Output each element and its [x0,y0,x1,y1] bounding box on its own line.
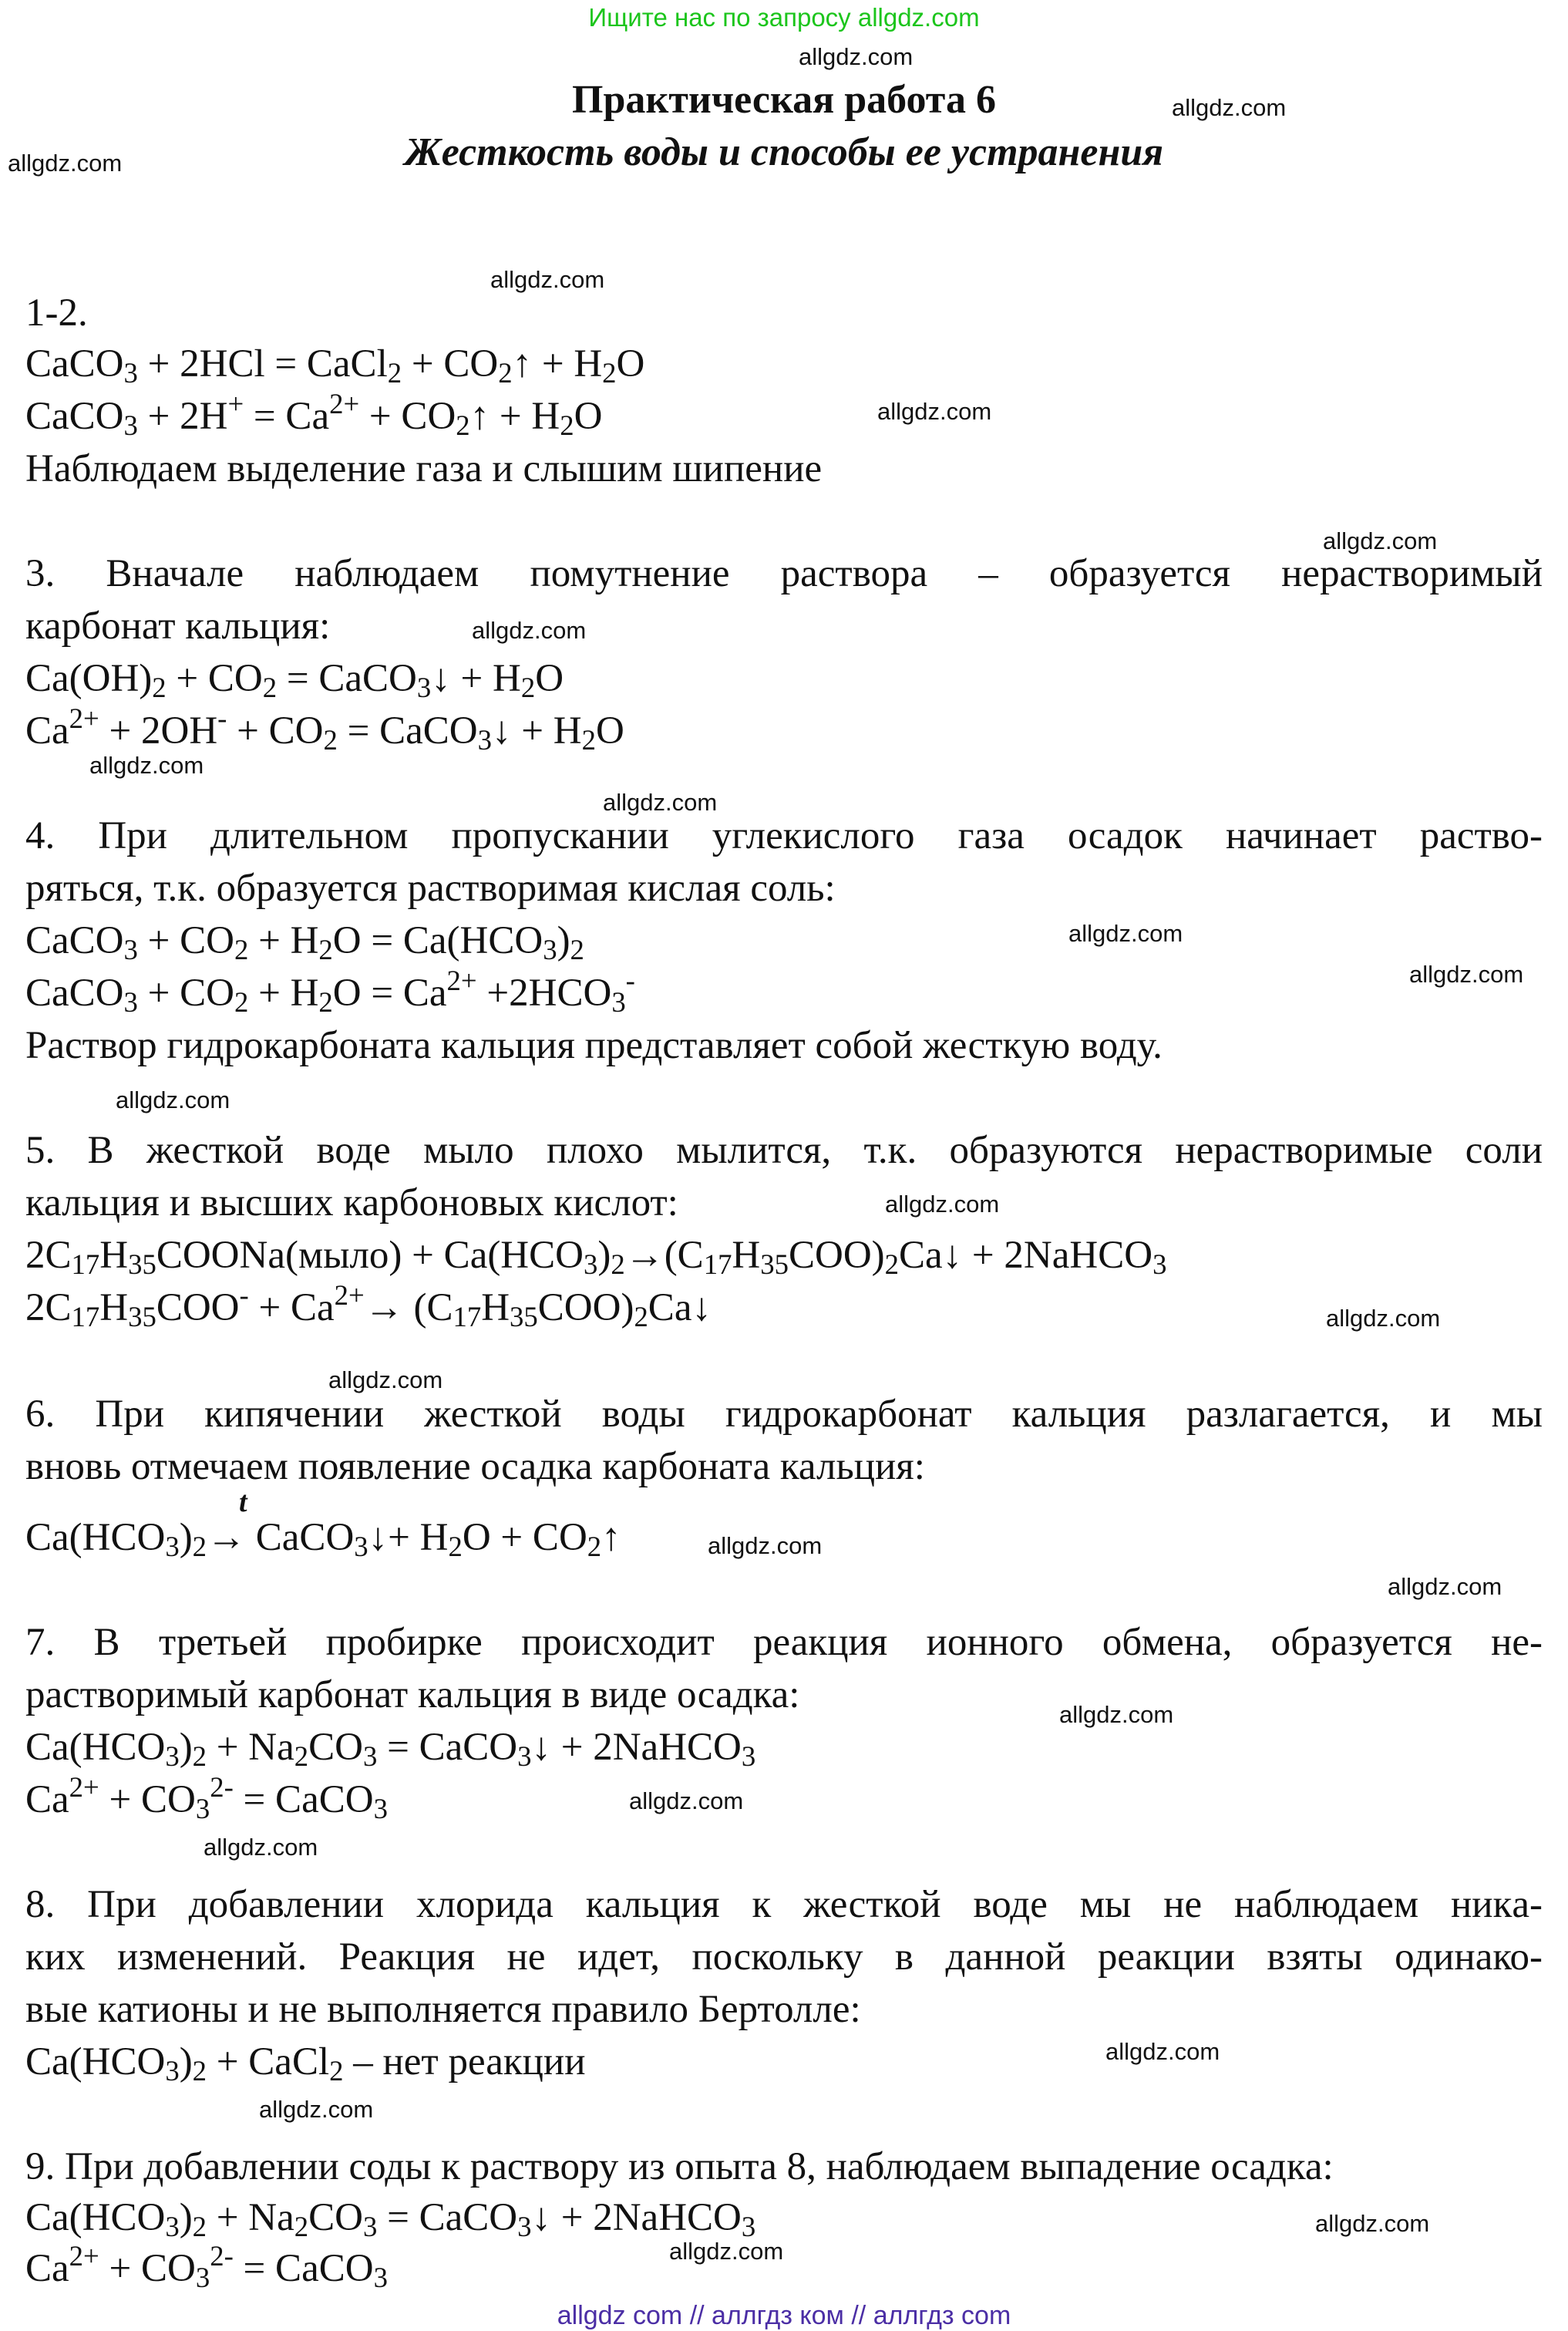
paragraph: 3. Вначале наблюдаем помутнение раствора – образуется нерастворимый [25,552,1543,595]
paragraph: кальция и высших карбоновых кислот: [25,1181,678,1224]
paragraph: вые катионы и не выполняется правило Бертолле: [25,1988,861,2031]
equation: $Ca^{2+} + CO_3^{2-}$ = CaCO$_3$ [25,1770,388,1825]
watermark: allgdz.com [259,2096,374,2123]
watermark: allgdz.com [669,2238,784,2265]
paragraph: ких изменений. Реакция не идет, поскольку в данной реакции взяты одинако- [25,1935,1543,1979]
section-number: 1-2. [25,291,88,335]
watermark: allgdz.com [328,1366,443,1393]
watermark: allgdz.com [1105,2038,1220,2065]
watermark: allgdz.com [1059,1701,1174,1728]
heating-mark: t [239,1486,247,1518]
equation: $Ca(OH)_2 + CO_2$ = CaCO$_3$↓ + $H_2O$ [25,657,564,704]
watermark: allgdz.com [1323,527,1438,554]
watermark: allgdz.com [8,150,123,177]
paragraph: 9. При добавлении соды к раствору из опыта 8, наблюдаем выпадение осадка: [25,2145,1334,2188]
watermark: allgdz.com [708,1532,823,1559]
paragraph: карбонат кальция: [25,605,331,648]
watermark: allgdz.com [1068,920,1183,947]
equation: $Ca^{2+} + CO_3^{2-}$ = CaCO$_3$ [25,2239,388,2294]
paragraph: растворимый карбонат кальция в виде осадка: [25,1673,800,1716]
watermark: allgdz.com [116,1086,230,1113]
equation: $Ca(HCO_3)_2\to$ CaCO$_3$↓+ $H_2O$ + $CO_2↑$ [25,1516,621,1563]
watermark: allgdz.com [1172,94,1287,121]
paragraph: 6. При кипячении жесткой воды гидрокарбонат кальция разлагается, и мы [25,1393,1543,1436]
promo-banner[interactable]: Ищите нас по запросу allgdz.com [588,3,980,32]
paragraph: ряться, т.к. образуется растворимая кислая соль: [25,867,836,910]
equation: $Ca^{2+} + 2OH^- + CO_2$ = CaCO$_3$↓ + $H_2O$ [25,702,624,756]
equation: CaCO$_3$ + $CO_2 + H_2O = Ca^{2+} +2HCO_3^-$ [25,964,635,1019]
equation: CaCO$_3$ + $CO_2 + H_2O = Ca(HCO_3)_2$ [25,919,584,966]
watermark: allgdz.com [629,1787,744,1814]
watermark: allgdz.com [603,789,718,816]
paragraph: 8. При добавлении хлорида кальция к жесткой воде мы не наблюдаем никa- [25,1883,1543,1926]
equation: CaCO$_3$ + $2H^+ = Ca^{2+}$ + $CO_2↑ + H_2O$ [25,387,603,442]
watermark: allgdz.com [1326,1305,1441,1332]
watermark: allgdz.com [490,266,605,293]
paragraph: 4. При длительном пропускании углекислого газа осадок начинает раство- [25,814,1543,857]
watermark: allgdz.com [799,43,914,70]
paragraph: 7. В третьей пробирке происходит реакция ионного обмена, образуется не- [25,1621,1543,1664]
paragraph: Раствор гидрокарбоната кальция представляет собой жесткую воду. [25,1024,1163,1067]
watermark: allgdz.com [472,617,587,644]
watermark: allgdz.com [1409,961,1524,988]
paragraph: Наблюдаем выделение газа и слышим шипение [25,447,823,490]
watermark: allgdz.com [1315,2210,1430,2237]
watermark: allgdz.com [89,752,204,779]
equation: CaCO$_3$ + 2HCl = CaCl$_2$ + $CO_2↑ + H_2O$ [25,342,645,389]
watermark: allgdz.com [204,1834,318,1861]
page-title: Практическая работа 6 [572,78,996,122]
footer-links[interactable]: allgdz com // аллгдз ком // аллгдз com [557,2301,1011,2330]
equation: $Ca(HCO_3)_2 + Na_2CO_3$ = CaCO$_3$↓ + 2NaHCO$_3$ [25,1726,756,1773]
equation: $2C_{17}H_{35}COO^- + Ca^{2+}\to$ $(C_{17}H_{35}COO)_2Ca↓$ [25,1278,712,1333]
watermark: allgdz.com [1388,1573,1502,1600]
equation: $Ca(HCO_3)_2 + Na_2CO_3$ = CaCO$_3$↓ + 2NaHCO$_3$ [25,2196,756,2243]
paragraph: 5. В жесткой воде мыло плохо мылится, т.к. образуются нерастворимые соли [25,1129,1543,1172]
watermark: allgdz.com [877,398,992,425]
page-subtitle: Жесткость воды и способы ее устранения [404,130,1164,174]
equation: $Ca(HCO_3)_2$ + CaCl$_2$ – нет реакции [25,2040,586,2087]
equation: $2C_{17}H_{35}COONa(мыло)$ + $Ca(HCO_3)_2\to(C_{17}H_{35}COO)_2Ca↓$ + 2NaHCO$_3$ [25,1234,1167,1281]
watermark: allgdz.com [885,1191,1000,1218]
paragraph: вновь отмечаем появление осадка карбоната кальция: [25,1445,925,1488]
